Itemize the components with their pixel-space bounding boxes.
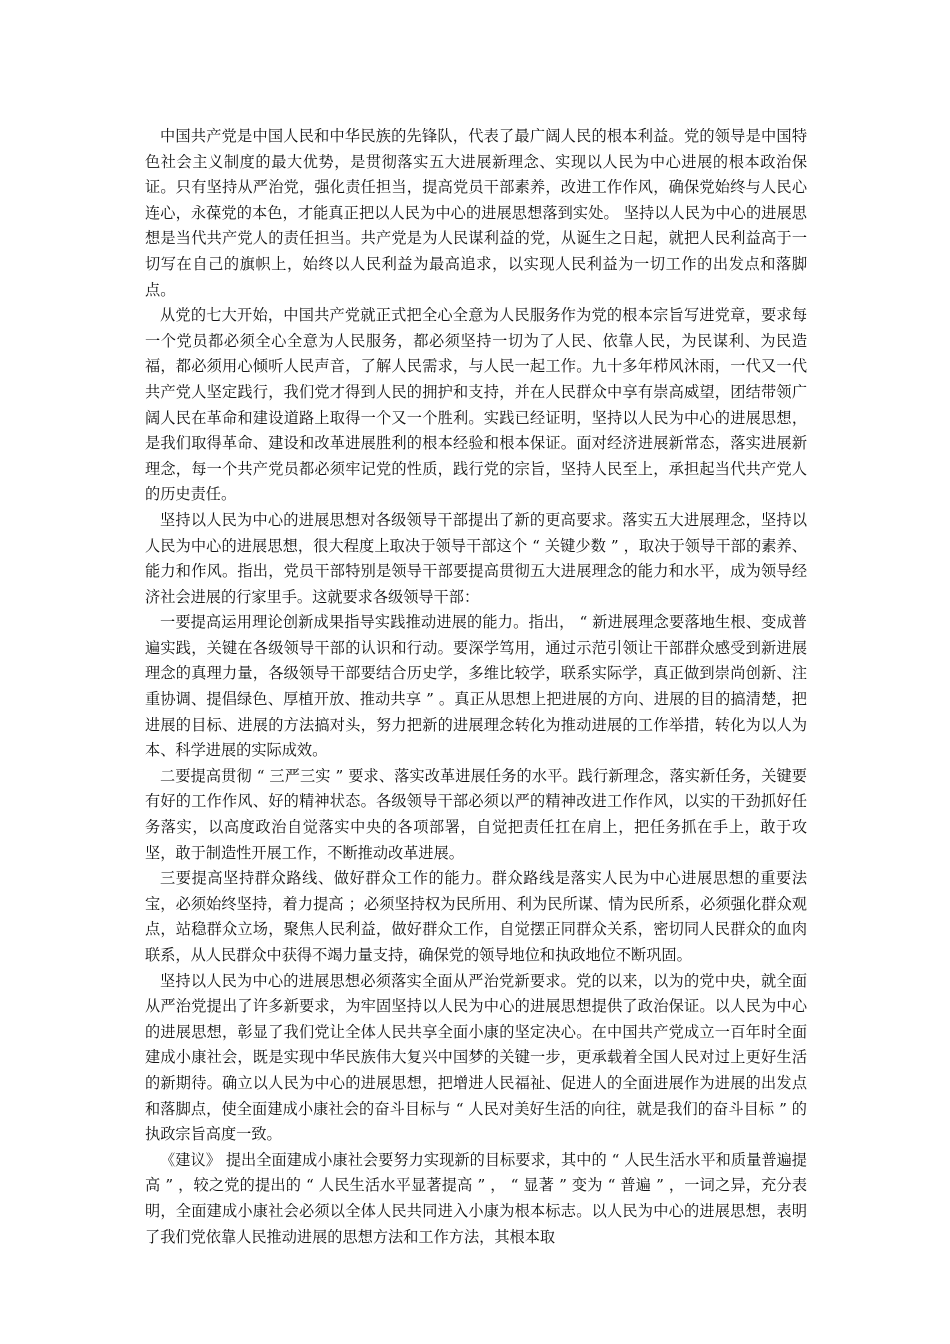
paragraph-7: 坚持以人民为中心的进展思想必须落实全面从严治党新要求。党的以来，以为的党中央，就全面从严治党提出了许多新要求，为牢固坚持以人民为中心的进展思想提供了政治保证。以人民为中心的进展思想，彰显了我们党让全体人民共享全面小康的坚定决心。在中国共产党成立一百年时全面建成小康社会，既是实现中华民族伟大复兴中国梦的关键一步，更承载着全国人民对过上更好生活的新期待。确立以人民为中心的进展思想，把增进人民福祉、促进人的全面进展作为进展的出发点和落脚点，使全面建成小康社会的奋斗目标与 “ 人民对美好生活的向往，就是我们的奋斗目标 ” 的执政宗旨高度一致。 (145, 971, 807, 1144)
paragraph-8: 《建议》 提出全面建成小康社会要努力实现新的目标要求，其中的 “ 人民生活水平和质量普遍提高 ” ，较之党的提出的 “ 人民生活水平显著提高 ” ， “ 显著 ” 变为 “ 普遍 ” ，一词之异，充分表明，全面建成小康社会必须以全体人民共同进入小康为根本标志。以人民为中心的进展思想，表明了我们党依靠人民推动进展的思想方法和工作方法，其根本取 (145, 1150, 807, 1246)
paragraph-2: 从党的七大开始，中国共产党就正式把全心全意为人民服务作为党的根本宗旨写进党章，要求每一个党员都必须全心全意为人民服务，都必须坚持一切为了人民、依靠人民，为民谋利、为民造福，都必须用心倾听人民声音，了解人民需求，与人民一起工作。九十多年栉风沐雨，一代又一代共产党人坚定践行，我们党才得到人民的拥护和支持，并在人民群众中享有崇高威望，团结带领广阔人民在革命和建设道路上取得一个又一个胜利。实践已经证明，坚持以人民为中心的进展思想，是我们取得革命、建设和改革进展胜利的根本经验和根本保证。面对经济进展新常态，落实进展新理念，每一个共产党员都必须牢记党的性质，践行党的宗旨，坚持人民至上，承担起当代共产党人的历史责任。 (145, 306, 807, 504)
document-body (145, 124, 807, 1250)
paragraph-6: 三要提高坚持群众路线、做好群众工作的能力。群众路线是落实人民为中心进展思想的重要法宝，必须始终坚持，着力提高 ；必须坚持权为民所用、利为民所谋、情为民所系，必须强化群众观点，站稳群众立场，聚焦人民利益，做好群众工作，自觉摆正同群众关系，密切同人民群众的血肉联系，从人民群众中获得不竭力量支持，确保党的领导地位和执政地位不断巩固。 (145, 869, 807, 964)
paragraph-4: 一要提高运用理论创新成果指导实践推动进展的能力。指出， “ 新进展理念要落地生根、变成普遍实践，关键在各级领导干部的认识和行动。要深学笃用，通过示范引领让干部群众感受到新进展理念的真理力量，各级领导干部要结合历史学，多维比较学，联系实际学，真正做到崇尚创新、注重协调、提倡绿色、厚植开放、推动共享 ” 。真正从思想上把进展的方向、进展的目的搞清楚，把进展的目标、进展的方法搞对头，努力把新的进展理念转化为推动进展的工作举措，转化为以人为本、科学进展的实际成效。 (145, 613, 807, 760)
paragraph-1: 中国共产党是中国人民和中华民族的先锋队，代表了最广阔人民的根本利益。党的领导是中国特色社会主义制度的最大优势，是贯彻落实五大进展新理念、实现以人民为中心进展的根本政治保证。只有坚持从严治党，强化责任担当，提高党员干部素养，改进工作作风，确保党始终与人民心连心，永葆党的本色，才能真正把以人民为中心的进展思想落到实处。 坚持以人民为中心的进展思想是当代共产党人的责任担当。共产党是为人民谋利益的党，从诞生之日起，就把人民利益高于一切写在自己的旗帜上，始终以人民利益为最高追求，以实现人民利益为一切工作的出发点和落脚点。 (145, 127, 807, 299)
paragraph-3: 坚持以人民为中心的进展思想对各级领导干部提出了新的更高要求。落实五大进展理念，坚持以人民为中心的进展思想，很大程度上取决于领导干部这个 “ 关键少数 ” ，取决于领导干部的素养、能力和作风。指出，党员干部特别是领导干部要提高贯彻五大进展理念的能力和水平，成为领导经济社会进展的行家里手。这就要求各级领导干部： (145, 510, 807, 606)
paragraph-5: 二要提高贯彻 “ 三严三实 ” 要求、落实改革进展任务的水平。践行新理念，落实新任务，关键要有好的工作作风、好的精神状态。各级领导干部必须以严的精神改进工作作风，以实的干劲抓好任务落实，以高度政治自觉落实中央的各项部署，自觉把责任扛在肩上，把任务抓在手上，敢于攻坚，敢于制造性开展工作，不断推动改革进展。 (145, 766, 807, 862)
